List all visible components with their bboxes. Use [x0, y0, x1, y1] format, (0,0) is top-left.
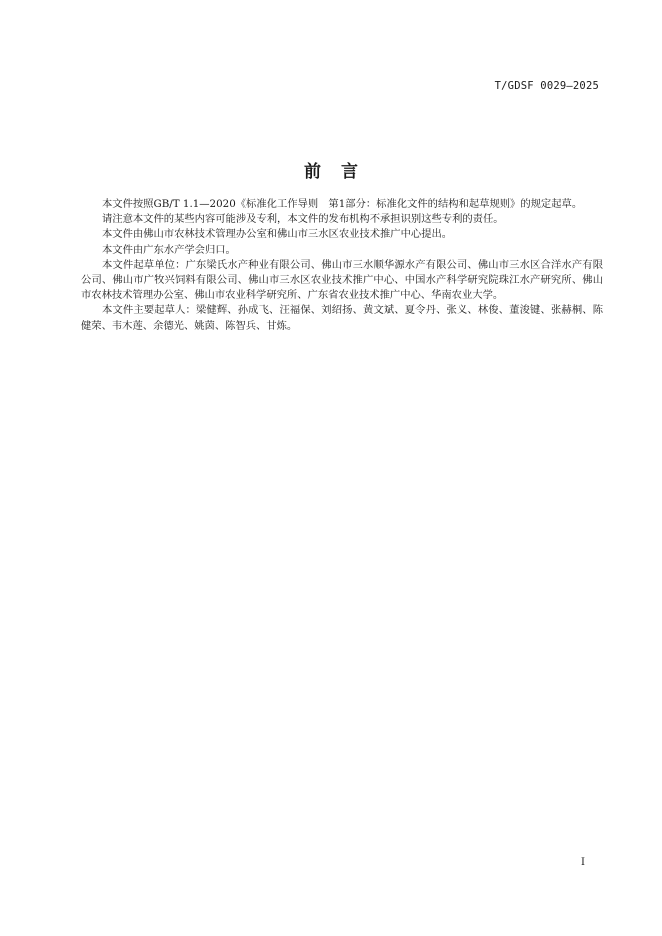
foreword-body: [81, 197, 603, 334]
paragraph-drafting-basis: 本文件按照GB/T 1.1—2020《标准化工作导则 第1部分：标准化文件的结构和起草规则》的规定起草。: [102, 198, 583, 210]
page-number: I: [581, 857, 585, 868]
paragraph-drafting-units: 本文件起草单位：广东梁氏水产种业有限公司、佛山市三水顺华源水产有限公司、佛山市三水区合洋水产有限公司、佛山市广牧兴饲料有限公司、佛山市三水区农业技术推广中心、中国水产科学研究院珠江水产研究所、佛山市农林技术管理办公室、佛山市农业科学研究所、广东省农业技术推广中心、华南农业大学。: [81, 258, 603, 302]
paragraph-centralized-by: 本文件由广东水产学会归口。: [102, 243, 236, 256]
paragraph-main-drafters: 本文件主要起草人：梁健辉、孙成飞、汪福保、刘绍扬、黄文斌、夏令丹、张义、林俊、董浚键、张赫桐、陈健荣、韦木莲、余德光、姚茵、陈智兵、甘炼。: [81, 304, 603, 332]
paragraph-patent-notice: 请注意本文件的某些内容可能涉及专利，本文件的发布机构不承担识别这些专利的责任。: [102, 213, 504, 226]
page-title: 前言: [304, 162, 378, 182]
standard-code: T/GDSF 0029—2025: [494, 80, 599, 92]
paragraph-proposer: 本文件由佛山市农林技术管理办公室和佛山市三水区农业技术推广中心提出。: [102, 228, 453, 241]
